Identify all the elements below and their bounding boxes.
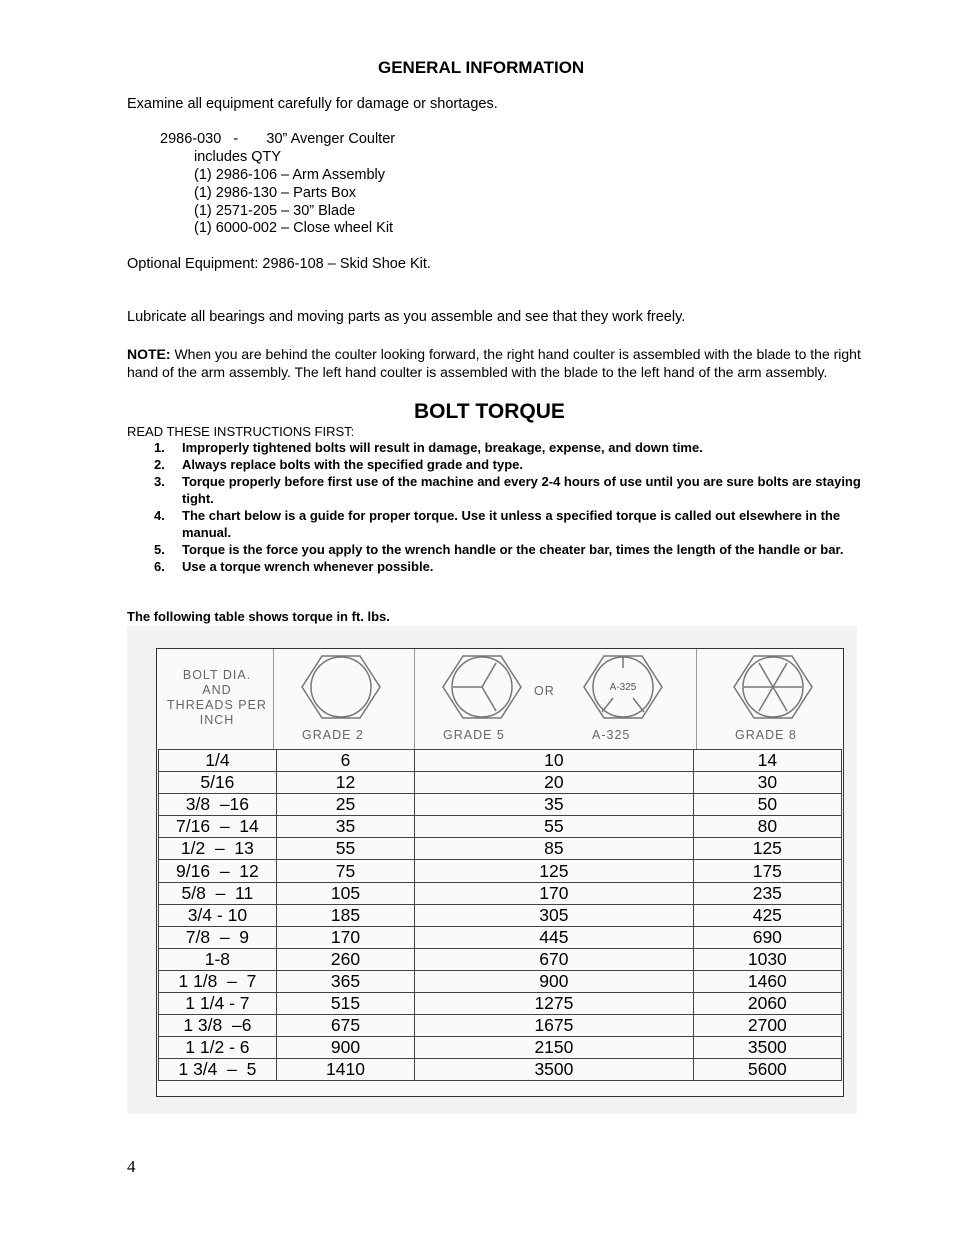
instruction-item: 6. Use a torque wrench whenever possible. xyxy=(154,559,434,574)
grade-8-cell: 50 xyxy=(693,794,841,816)
read-first-label: READ THESE INSTRUCTIONS FIRST: xyxy=(127,424,355,439)
grade-2-cell: 6 xyxy=(276,750,414,772)
table-caption: The following table shows torque in ft. lbs. xyxy=(127,609,390,624)
grade-8-bolt-head-icon xyxy=(730,654,816,720)
table-row xyxy=(159,948,842,970)
grade-5-cell: 900 xyxy=(415,970,694,992)
grade-5-cell: 445 xyxy=(415,926,694,948)
grade-5-bolt-head-icon xyxy=(439,654,525,720)
grade-2-cell: 515 xyxy=(276,993,414,1015)
grade-8-cell: 30 xyxy=(693,772,841,794)
optional-equipment: Optional Equipment: 2986-108 – Skid Shoe Kit. xyxy=(127,256,431,272)
table-row xyxy=(159,1037,842,1059)
bolt-size-cell: 1 3/8 –6 xyxy=(159,1015,277,1037)
grade-5-cell: 670 xyxy=(415,948,694,970)
grade-5-cell: 305 xyxy=(415,904,694,926)
header-bolt-dia xyxy=(157,649,274,749)
table-row xyxy=(159,794,842,816)
grade-8-cell: 5600 xyxy=(693,1059,841,1081)
a325-head-text: A-325 xyxy=(609,682,637,693)
instructions-list xyxy=(127,439,862,575)
grade-2-cell: 35 xyxy=(276,816,414,838)
grade-2-cell: 55 xyxy=(276,838,414,860)
grade-5-cell: 125 xyxy=(415,860,694,882)
grade-5-cell: 20 xyxy=(415,772,694,794)
table-row xyxy=(159,904,842,926)
table-row xyxy=(159,750,842,772)
table-row xyxy=(159,970,842,992)
page-number: 4 xyxy=(127,1157,136,1176)
included-item: (1) 6000-002 – Close wheel Kit xyxy=(194,220,394,237)
header-line: THREADS PER xyxy=(167,698,267,712)
bolt-size-cell: 1 1/2 - 6 xyxy=(159,1037,277,1059)
table-row xyxy=(159,1015,842,1037)
lubricate-text: Lubricate all bearings and moving parts as you assemble and see that they work freely. xyxy=(127,309,686,325)
grade-2-cell: 1410 xyxy=(276,1059,414,1081)
grade-5-cell: 10 xyxy=(415,750,694,772)
torque-table xyxy=(158,749,842,1081)
included-items-list xyxy=(194,167,393,238)
grade-8-cell: 3500 xyxy=(693,1037,841,1059)
bolt-size-cell: 7/8 – 9 xyxy=(159,926,277,948)
table-row xyxy=(159,816,842,838)
grade-2-cell: 75 xyxy=(276,860,414,882)
header-line: INCH xyxy=(199,713,235,727)
bolt-size-cell: 9/16 – 12 xyxy=(159,860,277,882)
table-row xyxy=(159,838,842,860)
grade-5-cell: 85 xyxy=(415,838,694,860)
bolt-size-cell: 1/2 – 13 xyxy=(159,838,277,860)
a325-bolt-head-icon xyxy=(580,654,666,720)
grade-2-cell: 900 xyxy=(276,1037,414,1059)
instruction-item: 3. Torque properly before first use of the machine and every 2-4 hours of use until you are sure bolts are staying tight. xyxy=(154,474,861,506)
note-text: When you are behind the coulter looking forward, the right hand coulter is assembled with the blade to the right hand of the arm assembly. The left hand coulter is assembled with the blade to the left hand of the arm assembly. xyxy=(127,346,861,380)
header-line: BOLT DIA. xyxy=(182,668,252,682)
header-grade-5 xyxy=(415,649,697,749)
grade-8-cell: 125 xyxy=(693,838,841,860)
grade-8-cell: 235 xyxy=(693,882,841,904)
note-paragraph xyxy=(127,345,862,381)
grade-8-cell: 80 xyxy=(693,816,841,838)
grade-8-cell: 2700 xyxy=(693,1015,841,1037)
or-label: OR xyxy=(534,684,555,698)
grade-5-label: GRADE 5 xyxy=(443,728,505,742)
grade-8-cell: 1030 xyxy=(693,948,841,970)
included-item: (1) 2986-130 – Parts Box xyxy=(194,184,357,201)
note-label: NOTE: xyxy=(127,346,171,362)
grade-8-cell: 690 xyxy=(693,926,841,948)
instruction-item: 2. Always replace bolts with the specified grade and type. xyxy=(154,457,523,472)
header-grade-2 xyxy=(274,649,415,749)
grade-8-label: GRADE 8 xyxy=(735,728,797,742)
bolt-size-cell: 1 1/4 - 7 xyxy=(159,993,277,1015)
a325-label: A-325 xyxy=(592,728,631,742)
table-row xyxy=(159,926,842,948)
grade-2-bolt-head-icon xyxy=(298,654,384,720)
bolt-size-cell: 1/4 xyxy=(159,750,277,772)
grade-5-cell: 1675 xyxy=(415,1015,694,1037)
grade-8-cell: 175 xyxy=(693,860,841,882)
grade-5-cell: 35 xyxy=(415,794,694,816)
table-row xyxy=(159,882,842,904)
included-item: (1) 2986-106 – Arm Assembly xyxy=(194,167,386,183)
grade-8-cell: 425 xyxy=(693,904,841,926)
table-row xyxy=(159,860,842,882)
bolt-torque-heading: BOLT TORQUE xyxy=(414,400,565,423)
grade-2-cell: 105 xyxy=(276,882,414,904)
table-row xyxy=(159,1059,842,1081)
grade-2-cell: 12 xyxy=(276,772,414,794)
grade-8-cell: 14 xyxy=(693,750,841,772)
grade-2-cell: 170 xyxy=(276,926,414,948)
grade-5-cell: 2150 xyxy=(415,1037,694,1059)
bolt-size-cell: 5/16 xyxy=(159,772,277,794)
grade-5-cell: 170 xyxy=(415,882,694,904)
table-row xyxy=(159,993,842,1015)
bolt-size-cell: 5/8 – 11 xyxy=(159,882,277,904)
grade-8-cell: 2060 xyxy=(693,993,841,1015)
bolt-size-cell: 1 1/8 – 7 xyxy=(159,970,277,992)
general-information-heading: GENERAL INFORMATION xyxy=(378,58,585,77)
grade-5-cell: 55 xyxy=(415,816,694,838)
grade-2-cell: 25 xyxy=(276,794,414,816)
grade-2-cell: 260 xyxy=(276,948,414,970)
bolt-size-cell: 1 3/4 – 5 xyxy=(159,1059,277,1081)
grade-2-cell: 185 xyxy=(276,904,414,926)
grade-2-cell: 675 xyxy=(276,1015,414,1037)
bolt-size-cell: 3/8 –16 xyxy=(159,794,277,816)
bolt-size-cell: 7/16 – 14 xyxy=(159,816,277,838)
grade-8-cell: 1460 xyxy=(693,970,841,992)
grade-5-cell: 3500 xyxy=(415,1059,694,1081)
table-row xyxy=(159,772,842,794)
intro-text: Examine all equipment carefully for damage or shortages. xyxy=(127,96,498,112)
bolt-size-cell: 3/4 - 10 xyxy=(159,904,277,926)
bolt-size-cell: 1-8 xyxy=(159,948,277,970)
grade-5-cell: 1275 xyxy=(415,993,694,1015)
instruction-item: 4. The chart below is a guide for proper torque. Use it unless a specified torque is called out elsewhere in the manual. xyxy=(154,508,841,540)
instruction-item: 5. Torque is the force you apply to the wrench handle or the cheater bar, times the length of the handle or bar. xyxy=(154,542,844,557)
included-item: (1) 2571-205 – 30” Blade xyxy=(194,202,356,219)
header-line: AND xyxy=(202,683,232,697)
header-grade-8 xyxy=(697,649,843,749)
part-line: 2986-030 - 30” Avenger Coulter xyxy=(160,131,396,147)
grade-2-label: GRADE 2 xyxy=(302,728,364,742)
instruction-item: 1. Improperly tightened bolts will result in damage, breakage, expense, and down time. xyxy=(154,440,703,455)
grade-2-cell: 365 xyxy=(276,970,414,992)
includes-label: includes QTY xyxy=(194,149,282,165)
